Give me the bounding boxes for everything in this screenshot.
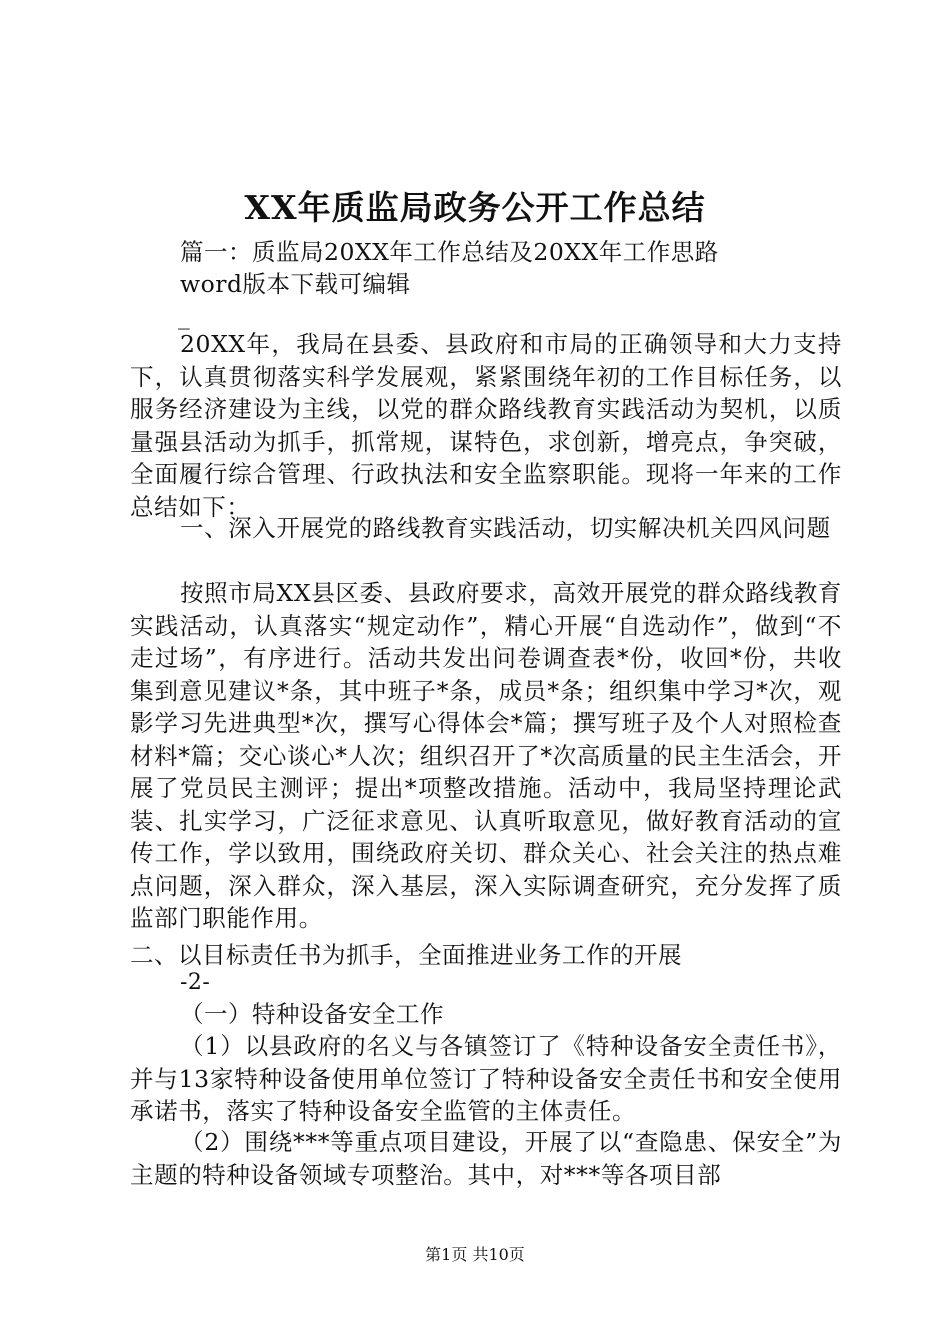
page-marker: -2- [180,970,211,995]
document-title: XX年质监局政务公开工作总结 [244,188,706,227]
paragraph-subsection-1: （1）以县政府的名义与各镇签订了《特种设备安全责任书》，并与13家特种设备使用单位签订了特种设备安全责任书和安全使用承诺书，落实了特种设备安全监管的主体责任。 [130,1032,842,1125]
section-heading-2: 二、以目标责任书为抓手，全面推进业务工作的开展 [130,941,682,969]
paragraph-section-1: 按照市局XX县区委、县政府要求，高效开展党的群众路线教育实践活动，认真落实“规定动作”，精心开展“自选动作”，做到“不走过场”，有序进行。活动共发出问卷调查表*份，收回*份，共收集到意见建议*条，其中班子*条，成员*条；组织集中学习*次，观影学习先进典型*次，撰写心得体会*篇；撰写班子及个人对照检查材料*篇；交心谈心*人次；组织召开了*次高质量的民主生活会，开展了党员民主测评；提出*项整改措施。活动中，我局坚持理论武装、扎实学习，广泛征求意见、认真听取意见，做好教育活动的宣传工作，学以致用，围绕政府关切、群众关心、社会关注的热点难点问题，深入群众，深入基层，深入实际调查研究，充分发挥了质监部门职能作用。 [130,579,842,932]
subsection-heading-1: （一）特种设备安全工作 [180,1000,444,1028]
paragraph-intro: 20XX年，我局在县委、县政府和市局的正确领导和大力支持下，认真贯彻落实科学发展观，紧紧围绕年初的工作目标任务，以服务经济建设为主线，以党的群众路线教育实践活动为契机，以质量强县活动为抓手，抓常规，谋特色，求创新，增亮点，争突破，全面履行综合管理、行政执法和安全监察职能。现将一年来的工作总结如下： [130,330,842,521]
subtitle-line-1: 篇一：质监局20XX年工作总结及20XX年工作思路 [180,238,719,266]
page-footer: 第1页 共10页 [425,1245,525,1264]
section-heading-1: 一、深入开展党的路线教育实践活动，切实解决机关四风问题 [180,514,831,542]
dash-mark: _ [178,302,191,330]
subtitle-line-2: word版本下载可编辑 [180,270,411,298]
paragraph-subsection-2: （2）围绕***等重点项目建设，开展了以“查隐患、保安全”为主题的特种设备领域专项整治。其中，对***等各项目部 [130,1128,842,1189]
